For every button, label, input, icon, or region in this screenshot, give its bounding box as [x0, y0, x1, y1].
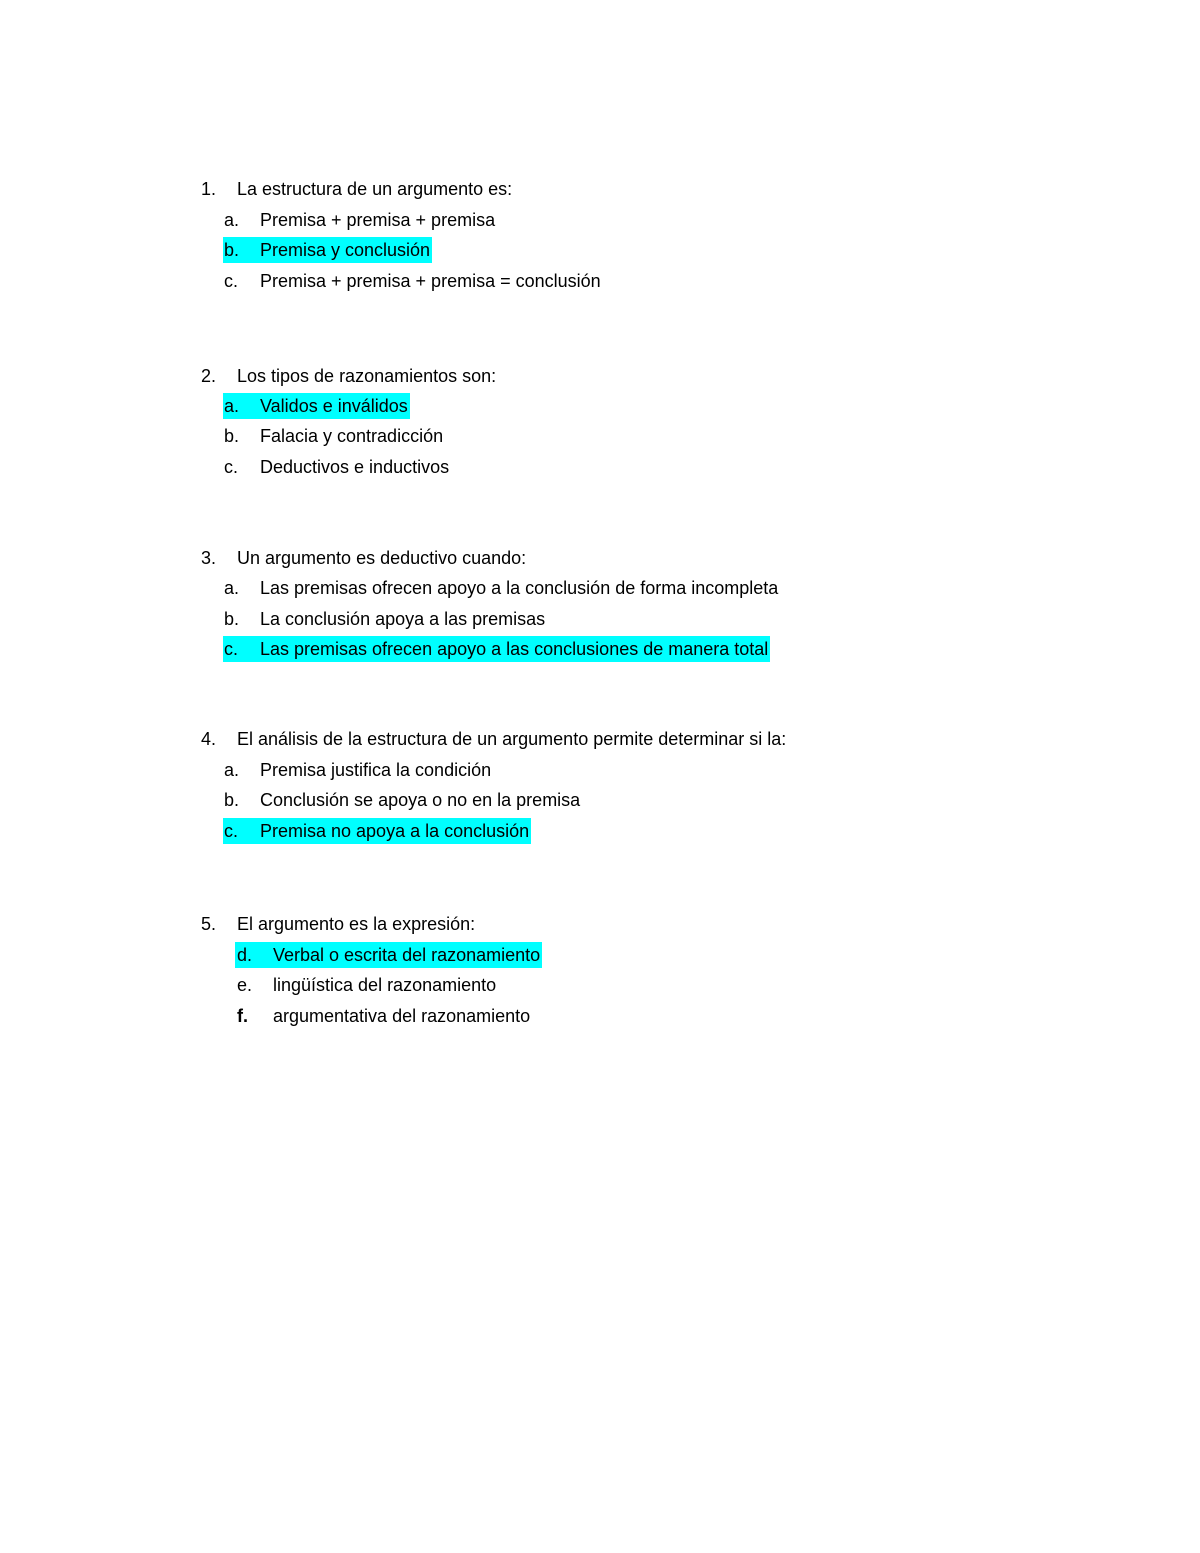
option-text: Falacia y contradicción: [260, 426, 444, 446]
option-text: Premisa no apoya a la conclusión: [260, 821, 530, 841]
option-letter: c.: [224, 639, 239, 659]
option-letter: a.: [224, 760, 240, 780]
option-text: Las premisas ofrecen apoyo a la conclusión de forma incompleta: [260, 578, 779, 598]
question-text: La estructura de un argumento es:: [237, 179, 513, 199]
option-item-highlighted: [235, 942, 542, 968]
option-letter: e.: [237, 975, 253, 995]
option-text: Deductivos e inductivos: [260, 457, 450, 477]
option-letter: a.: [224, 396, 240, 416]
option-item: [223, 606, 547, 632]
option-item-highlighted: [223, 393, 410, 419]
option-letter: b.: [224, 790, 240, 810]
option-item-highlighted: [223, 636, 770, 662]
option-letter: c.: [224, 457, 239, 477]
question-number: 1.: [201, 179, 217, 199]
option-text: Premisa + premisa + premisa = conclusión: [260, 271, 601, 291]
option-letter: a.: [224, 210, 240, 230]
option-text: Conclusión se apoya o no en la premisa: [260, 790, 581, 810]
option-letter: b.: [224, 609, 240, 629]
option-item: [223, 575, 780, 601]
question-text: El análisis de la estructura de un argumento permite determinar si la:: [237, 729, 787, 749]
question-number: 3.: [201, 548, 217, 568]
option-item: [235, 972, 498, 998]
option-text: Las premisas ofrecen apoyo a las conclusiones de manera total: [260, 639, 769, 659]
option-item: [223, 454, 451, 480]
option-letter: c.: [224, 821, 239, 841]
option-text: La conclusión apoya a las premisas: [260, 609, 546, 629]
option-text: Validos e inválidos: [260, 396, 408, 416]
option-item: [223, 207, 497, 233]
option-item-highlighted: [223, 237, 432, 263]
question-number: 2.: [201, 366, 217, 386]
option-text: argumentativa del razonamiento: [273, 1006, 531, 1026]
question-text: Los tipos de razonamientos son:: [237, 366, 497, 386]
option-letter: b.: [224, 426, 240, 446]
question-number: 5.: [201, 914, 217, 934]
option-item: [223, 268, 603, 294]
option-letter: f.: [237, 1006, 248, 1026]
question-text: Un argumento es deductivo cuando:: [237, 548, 527, 568]
option-item: [223, 423, 445, 449]
option-item: [223, 787, 582, 813]
option-letter: a.: [224, 578, 240, 598]
option-text: Premisa + premisa + premisa: [260, 210, 496, 230]
option-item-highlighted: [223, 818, 531, 844]
question-text: El argumento es la expresión:: [237, 914, 476, 934]
option-text: Premisa y conclusión: [260, 240, 431, 260]
option-item: [223, 757, 493, 783]
option-text: Verbal o escrita del razonamiento: [273, 945, 541, 965]
option-text: Premisa justifica la condición: [260, 760, 492, 780]
option-letter: d.: [237, 945, 253, 965]
option-letter: b.: [224, 240, 240, 260]
option-item: [235, 1003, 532, 1029]
option-text: lingüística del razonamiento: [273, 975, 497, 995]
question-number: 4.: [201, 729, 217, 749]
option-letter: c.: [224, 271, 239, 291]
